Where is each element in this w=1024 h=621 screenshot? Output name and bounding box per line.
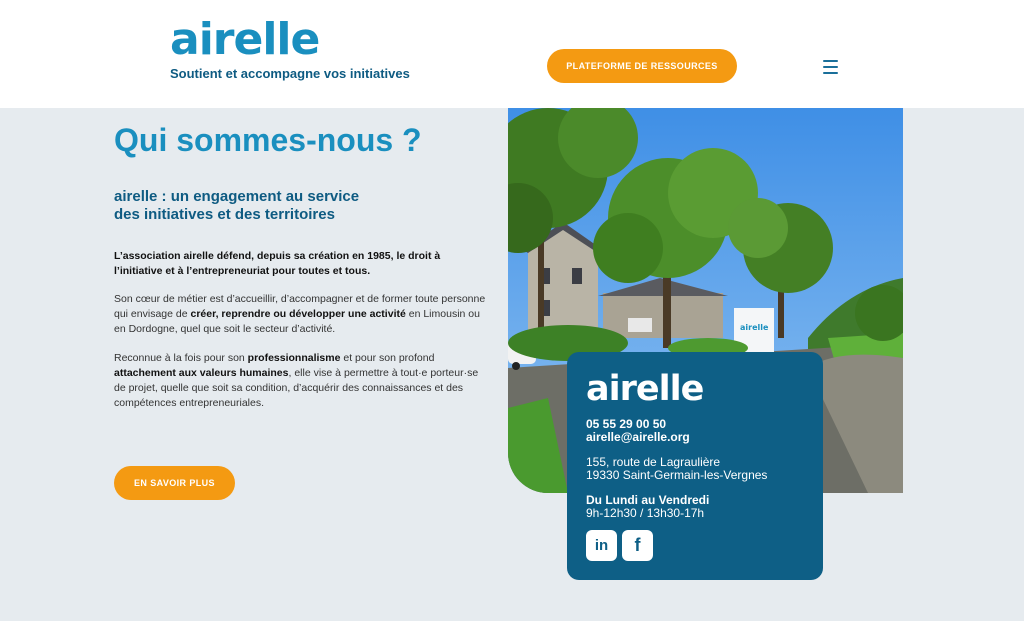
resources-platform-button[interactable]: PLATEFORME DE RESSOURCES: [547, 49, 737, 83]
sign-text: airelle: [740, 323, 769, 332]
address-line: 19330 Saint-Germain-les-Vergnes: [586, 468, 768, 482]
site-header: [0, 0, 1024, 108]
text-emphasis: attachement aux valeurs humaines: [114, 367, 289, 379]
text-run: et pour son profond: [340, 352, 435, 364]
phone-number[interactable]: 05 55 29 00 50: [586, 417, 667, 431]
email-link[interactable]: airelle@airelle.org: [586, 430, 690, 444]
card-logo: airelle: [586, 369, 704, 409]
text-run: , elle vise à permettre à tout·e porteur·se de projet, quelle que soit sa condition, d’acquérir des connaissances et des compétences entrepreneuriales.: [114, 367, 479, 409]
opening-hours: 9h-12h30 / 13h30-17h: [586, 506, 705, 520]
text-emphasis: créer, reprendre ou développer une activité: [190, 308, 406, 320]
text-emphasis: professionnalisme: [247, 352, 341, 364]
hours-title: Du Lundi au Vendredi: [586, 493, 710, 507]
text-run: Son cœur de métier est d’accueillir, d’accompagner et de former toute personne qui envisage de: [114, 293, 486, 320]
learn-more-button[interactable]: EN SAVOIR PLUS: [114, 466, 235, 500]
intro-paragraph: L’association airelle défend, depuis sa création en 1985, le droit à l’initiative et à l’entrepreneuriat pour toutes et tous.: [114, 250, 441, 277]
subtitle-line: airelle : un engagement au service: [114, 188, 360, 205]
site-logo[interactable]: airelle: [170, 14, 320, 65]
menu-bar: [823, 72, 838, 74]
mission-paragraph: [114, 292, 489, 337]
address-line: 155, route de Lagraulière: [586, 455, 721, 469]
facebook-icon[interactable]: f: [622, 530, 653, 561]
menu-bar: [823, 66, 838, 68]
subtitle-line: des initiatives et des territoires: [114, 206, 335, 223]
text-run: Reconnue à la fois pour son: [114, 352, 248, 364]
section-subtitle: [114, 188, 414, 224]
linkedin-icon[interactable]: in: [586, 530, 617, 561]
contact-card: [567, 352, 823, 580]
page-title: Qui sommes-nous ?: [114, 122, 422, 158]
hamburger-menu-icon[interactable]: [823, 60, 838, 74]
values-paragraph: [114, 351, 489, 411]
site-tagline: Soutient et accompagne vos initiatives: [170, 66, 410, 81]
menu-bar: [823, 60, 838, 62]
text-run: en Limousin ou en Dordogne, quel que soit le secteur d’activité.: [114, 308, 480, 335]
